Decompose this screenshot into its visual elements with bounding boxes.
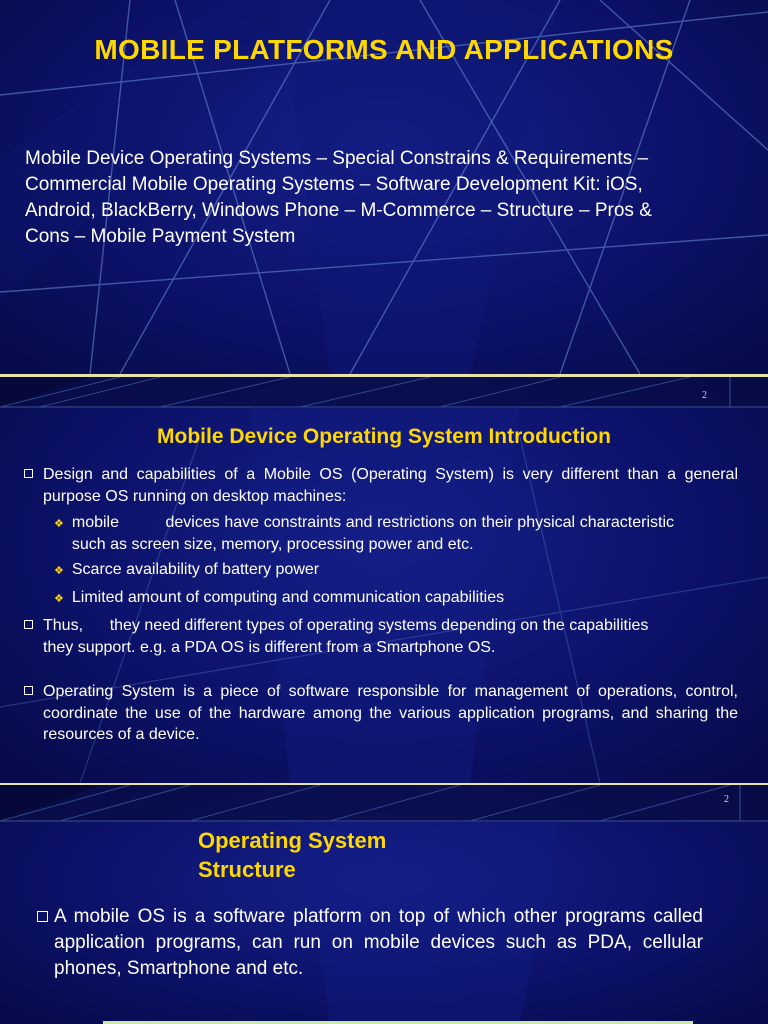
sub-bullet-text: Scarce availability of battery power xyxy=(71,561,320,578)
slide-title: Mobile Device Operating System Introduction xyxy=(157,425,611,448)
bullet-text: Design and capabilities of a Mobile OS (Operating System) is very different than a general purpose OS running on desktop machines: xyxy=(43,466,738,505)
slide-body xyxy=(24,464,738,746)
checkbox-bullet-icon xyxy=(24,620,33,629)
slide-2 xyxy=(0,377,768,783)
slide-title: Operating System Structure xyxy=(198,828,387,882)
diamond-bullet-icon: ❖ xyxy=(54,592,64,605)
bullet-text: they support. e.g. a PDA OS is different from a Smartphone OS. xyxy=(43,638,496,656)
sub-bullet-item xyxy=(24,559,738,583)
sub-bullet-text: mobile devices have constraints and restrictions on their physical characteristic such as screen size, memory, processing power and etc. xyxy=(71,514,683,553)
checkbox-bullet-icon xyxy=(24,469,33,478)
sub-bullet-item xyxy=(24,512,738,555)
bullet-text: Operating System is a piece of software responsible for management of operations, control, coordinate the use of the hardware among the various application programs, and sharing the resources of a device. xyxy=(43,683,738,743)
slide-1 xyxy=(0,0,768,374)
bullet-item xyxy=(24,681,738,746)
diamond-bullet-icon: ❖ xyxy=(54,565,64,577)
checkbox-bullet-icon xyxy=(24,686,33,695)
bullet-text: Thus, they need different types of operating systems depending on the capabilities xyxy=(43,617,649,634)
sub-bullet-item xyxy=(24,587,738,611)
page-number: 2 xyxy=(724,794,729,805)
bullet-item xyxy=(24,615,738,658)
diamond-bullet-icon: ❖ xyxy=(54,518,64,530)
bullet-item xyxy=(24,464,738,507)
slide-title: MOBILE PLATFORMS AND APPLICATIONS xyxy=(94,34,674,65)
intro-text: Mobile Device Operating Systems – Special Constrains & Requirements – Commercial Mobile Operating Systems – Software Development Kit: iOS, Android, BlackBerry, Windows Phone – M-Commerce – Structure – Pros & Cons – Mobile Payment System xyxy=(25,148,652,247)
slide-body xyxy=(37,904,703,982)
bullet-item xyxy=(37,904,703,982)
bullet-text: A mobile OS is a software platform on top of which other programs called application programs, can run on mobile devices such as PDA, cellular phones, Smartphone and etc. xyxy=(54,906,703,979)
checkbox-bullet-icon xyxy=(37,911,48,922)
sub-bullet-text: Limited amount of computing and communication capabilities xyxy=(71,588,505,606)
page-number: 2 xyxy=(702,390,707,401)
